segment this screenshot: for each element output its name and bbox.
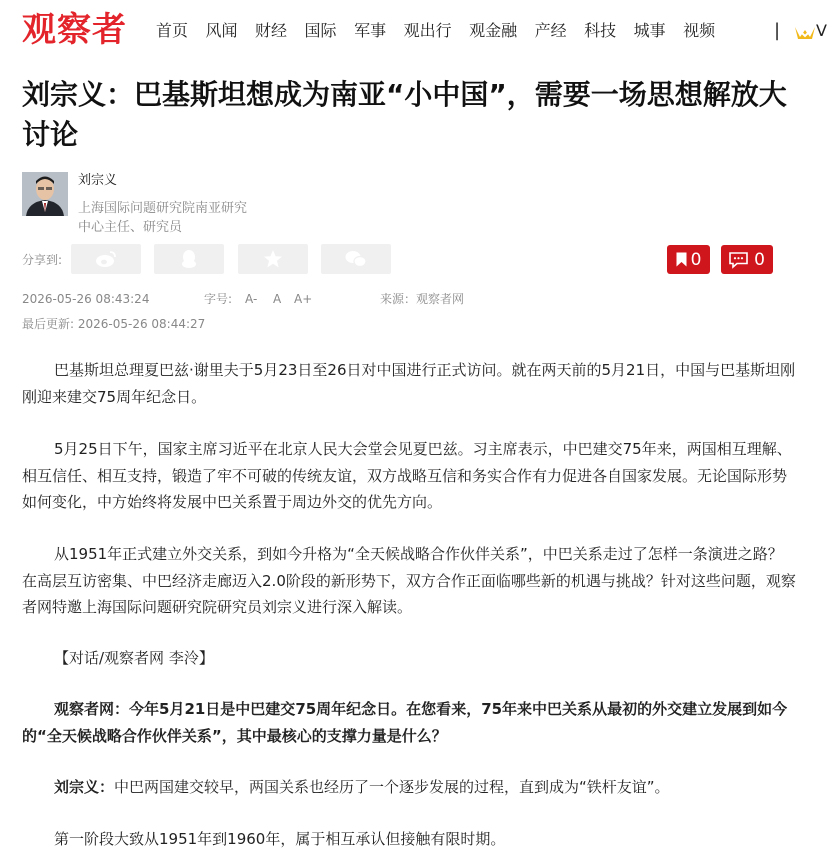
nav-item-city[interactable]: 城事 (633, 21, 666, 40)
question-text: 观察者网：今年5月21日是中巴建交75周年纪念日。在您看来，75年来中巴关系从最初的外交建立发展到如今的“全天候战略合作伙伴关系”，其中最核心的支撑力量是什么？ (22, 700, 788, 745)
answer-speaker: 刘宗义： (54, 778, 115, 796)
answer-text: 中巴两国建交较早，两国关系也经历了一个逐步发展的过程，直到成为“铁杆友谊”。 (114, 778, 670, 796)
publish-time: 2026-05-26 08:43:24 (22, 292, 150, 306)
bookmark-icon (676, 252, 687, 267)
interview-question (22, 696, 797, 749)
qq-icon (178, 248, 200, 270)
nav-item-travel[interactable]: 观出行 (403, 21, 452, 40)
share-qzone-button[interactable] (238, 244, 308, 274)
author-name[interactable]: 刘宗义 (78, 173, 118, 188)
nav-item-fengwen[interactable]: 风闻 (205, 21, 238, 40)
comment-button[interactable] (721, 245, 773, 274)
site-logo[interactable]: 观察者 (22, 10, 127, 50)
nav-item-tech[interactable]: 科技 (584, 21, 617, 40)
interview-answer (22, 774, 797, 801)
nav-item-clipped[interactable]: V (816, 21, 827, 40)
comment-icon (729, 252, 748, 268)
main-nav (156, 18, 733, 44)
article-paragraph: 从1951年正式建立外交关系，到如今升格为“全天候战略合作伙伴关系”，中巴关系走过了怎样一条演进之路？在高层互访密集、中巴经济走廊迈入2.0阶段的新形势下，双方合作正面临哪些新的机遇与挑战？针对这些问题，观察者网特邀上海国际问题研究院研究员刘宗义进行深入解读。 (22, 545, 796, 616)
last-updated: 最后更新: 2026-05-26 08:44:27 (22, 317, 206, 331)
share-wechat-button[interactable] (321, 244, 391, 274)
nav-item-banking[interactable]: 观金融 (469, 21, 518, 40)
article-paragraph: 巴基斯坦总理夏巴兹·谢里夫于5月23日至26日对中国进行正式访问。就在两天前的5月21日，中国与巴基斯坦刚刚迎来建交75周年纪念日。 (22, 361, 796, 406)
author-photo-icon (22, 172, 68, 216)
share-label: 分享到: (22, 253, 63, 267)
nav-item-industry[interactable]: 产经 (534, 21, 567, 40)
wechat-icon (344, 248, 368, 270)
author-description: 上海国际问题研究院南亚研究中心主任、研究员 (78, 201, 248, 235)
share-weibo-button[interactable] (71, 244, 141, 274)
comment-count: 0 (754, 249, 765, 270)
font-size-label: 字号: (204, 292, 233, 306)
article-paragraph: 第一阶段大致从1951年到1960年，属于相互承认但接触有限时期。 (54, 830, 506, 848)
font-size-default-button[interactable]: A (273, 292, 282, 306)
vip-crown-icon[interactable] (794, 24, 816, 40)
share-qq-button[interactable] (154, 244, 224, 274)
nav-separator: | (774, 20, 781, 41)
nav-item-international[interactable]: 国际 (304, 21, 337, 40)
top-navigation-bar (0, 0, 825, 62)
article-title: 刘宗义：巴基斯坦想成为南亚“小中国”，需要一场思想解放大讨论 (22, 78, 787, 151)
article-source: 来源：观察者网 (380, 292, 465, 306)
bookmark-count: 0 (690, 249, 702, 270)
weibo-icon (94, 249, 118, 269)
interview-credit: 【对话/观察者网 李泠】 (54, 649, 214, 667)
nav-item-home[interactable]: 首页 (156, 21, 189, 40)
nav-item-video[interactable]: 视频 (683, 21, 716, 40)
bookmark-button[interactable] (667, 245, 710, 274)
nav-item-military[interactable]: 军事 (354, 21, 387, 40)
nav-item-finance[interactable]: 财经 (255, 21, 288, 40)
font-size-increase-button[interactable]: A+ (294, 292, 313, 306)
font-size-decrease-button[interactable]: A- (245, 292, 258, 306)
qzone-icon (262, 248, 284, 270)
article-paragraph: 5月25日下午，国家主席习近平在北京人民大会堂会见夏巴兹。习主席表示，中巴建交75年来，两国相互理解、相互信任、相互支持，锻造了牢不可破的传统友谊，双方战略互信和务实合作有力促进各自国家发展。无论国际形势如何变化，中方始终将发展中巴关系置于周边外交的优先方向。 (22, 440, 792, 511)
author-avatar[interactable] (22, 172, 68, 216)
